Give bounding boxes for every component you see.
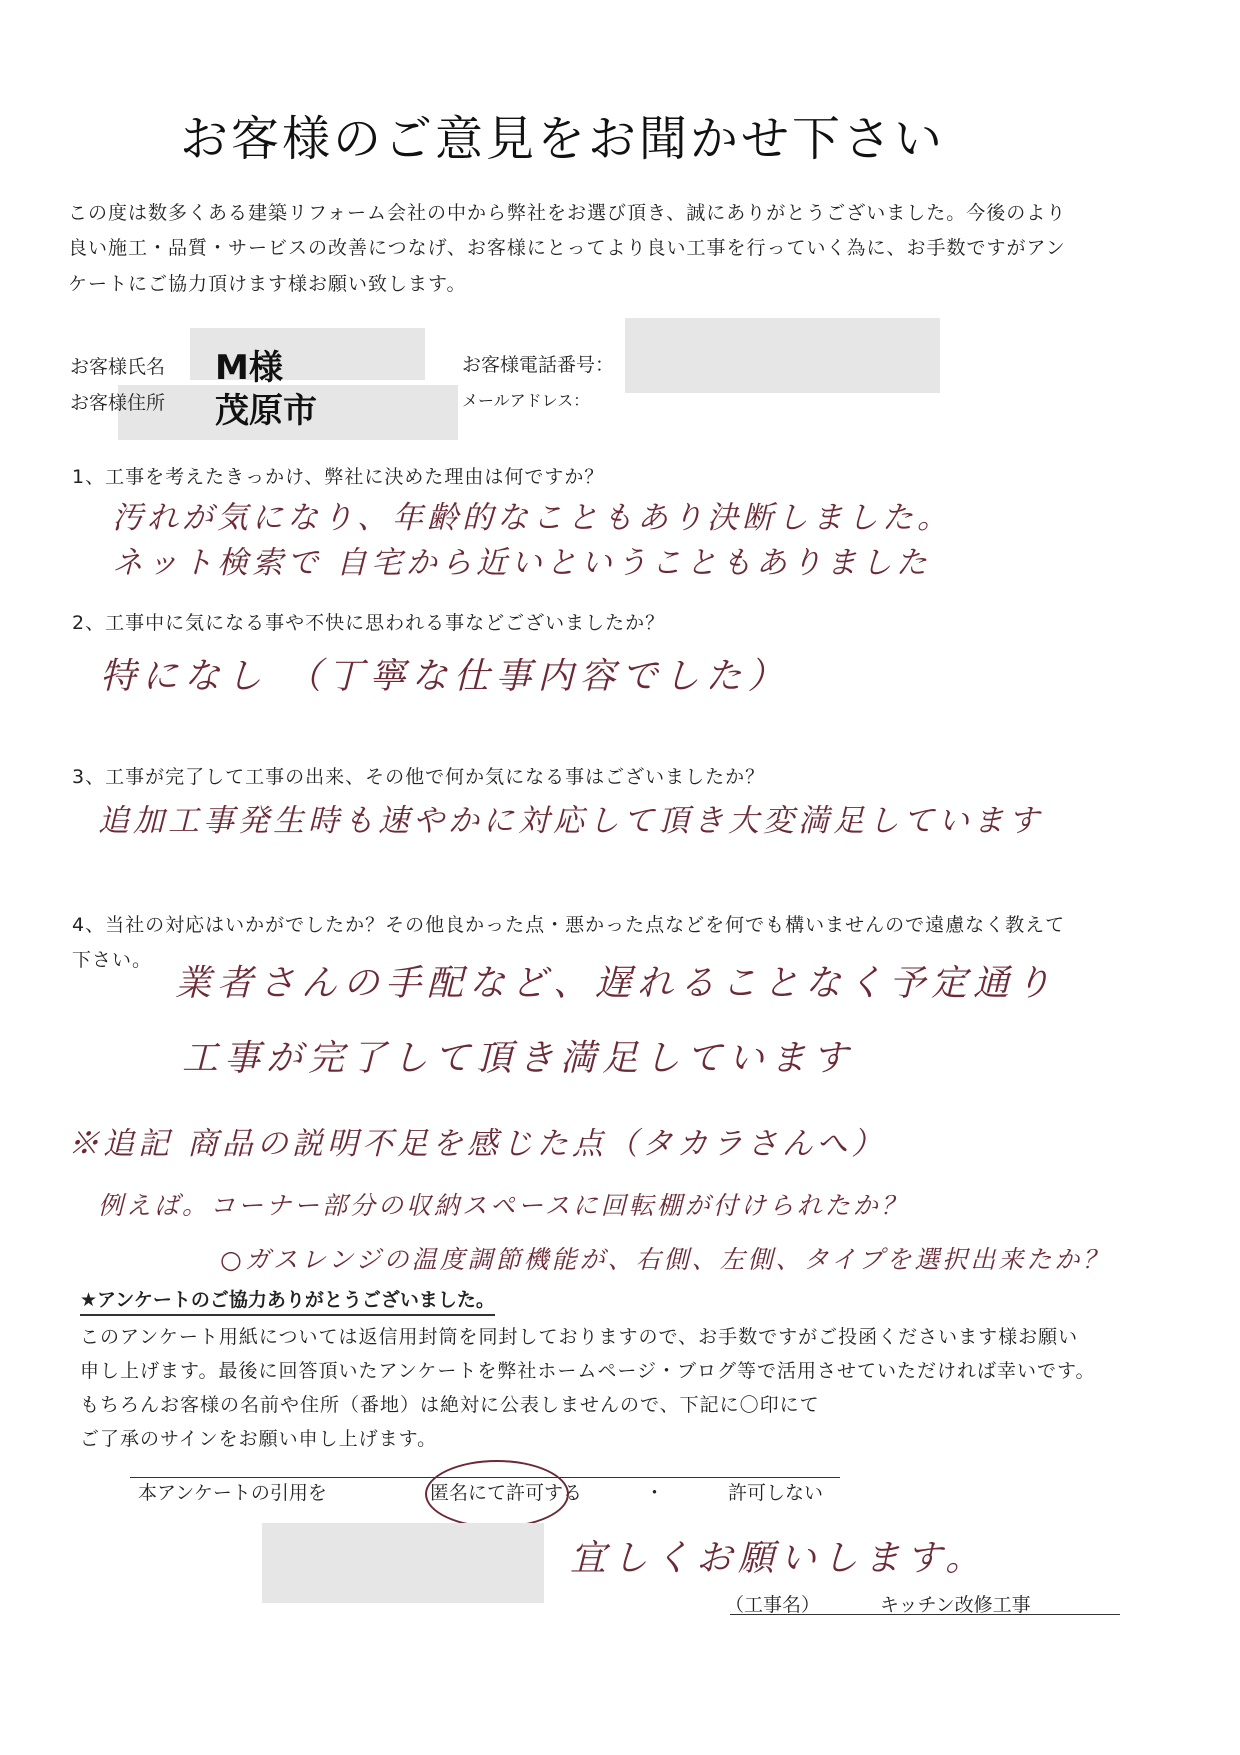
intro-line-1: この度は数多くある建築リフォーム会社の中から弊社をお選び頂き、誠にありがとうございました。今後のより (68, 202, 1067, 224)
thanks-heading: ★アンケートのご協力ありがとうございました。 (80, 1285, 495, 1316)
project-value: キッチン改修工事 (880, 1594, 1031, 1616)
email-label: メールアドレス： (462, 391, 590, 410)
question-3: 3、工事が完了して工事の出来、その他で何か気になる事はございましたか？ (72, 766, 766, 788)
address-label: お客様住所 (70, 392, 166, 414)
permission-separator: ・ (645, 1482, 665, 1504)
signature-note: 宜しくお願いします。 (570, 1538, 988, 1579)
phone-label: お客様電話番号： (462, 354, 615, 376)
permission-anonymous-option[interactable]: 匿名にて許可する (430, 1482, 583, 1504)
answer-2-line-1: 特になし （丁寧な仕事内容でした） (100, 656, 790, 697)
closing-line-4: ご了承のサインをお願い申し上げます。 (80, 1428, 438, 1450)
closing-line-1: このアンケート用紙については返信用封筒を同封しておりますので、お手数ですがご投函くださいます様お願い (80, 1326, 1079, 1348)
answer-1-line-2: ネット検索で 自宅から近いということもありました (112, 545, 931, 581)
answer-3-line-1: 追加工事発生時も速やかに対応して頂き大変満足しています (98, 803, 1043, 839)
address-value: 茂原市 (215, 391, 317, 431)
question-4: 4、当社の対応はいかがでしたか？その他良かった点・悪かった点などを何でも構いませんので遠慮なく教えて (72, 914, 1066, 936)
answer-4-line-2: 工事が完了して頂き満足しています (182, 1038, 855, 1079)
answer-4-line-5: ○ガスレンジの温度調節機能が、右側、左側、タイプを選択出来たか？ (220, 1245, 1111, 1274)
project-label: （工事名） (725, 1594, 821, 1616)
name-value: M様 (215, 348, 283, 388)
answer-4-line-3: ※追記 商品の説明不足を感じた点（タカラさんへ） (68, 1126, 887, 1162)
selection-circle (425, 1460, 569, 1528)
intro-line-2: 良い施工・品質・サービスの改善につなげ、お客様にとってより良い工事を行っていく為に、お手数ですがアン (68, 237, 1066, 259)
question-4-cont: 下さい。 (72, 949, 153, 971)
answer-1-line-1: 汚れが気になり、年齢的なこともあり決断しました。 (112, 500, 952, 536)
answer-4-line-1: 業者さんの手配など、遅れることなく予定通り (175, 963, 1058, 1004)
closing-line-3: もちろんお客様の名前や住所（番地）は絶対に公表しませんので、下記に〇印にて (80, 1394, 820, 1416)
closing-line-2: 申し上げます。最後に回答頂いたアンケートを弊社ホームページ・ブログ等で活用させていただければ幸いです。 (80, 1360, 1096, 1382)
project-underline (730, 1614, 1120, 1615)
redacted-signature-area (262, 1523, 544, 1603)
question-1: 1、工事を考えたきっかけ、弊社に決めた理由は何ですか？ (72, 466, 605, 488)
permission-deny-option[interactable]: 許可しない (728, 1482, 824, 1504)
redacted-phone-area (625, 318, 940, 393)
page-title: お客様のご意見をお聞かせ下さい (180, 111, 946, 167)
answer-4-line-4: 例えば。コーナー部分の収納スペースに回転棚が付けられたか？ (98, 1191, 909, 1220)
name-label: お客様氏名 (70, 356, 166, 378)
intro-line-3: ケートにご協力頂けます様お願い致します。 (68, 273, 467, 295)
question-2: 2、工事中に気になる事や不快に思われる事などございましたか？ (72, 612, 666, 634)
permission-lead: 本アンケートの引用を (138, 1482, 327, 1504)
